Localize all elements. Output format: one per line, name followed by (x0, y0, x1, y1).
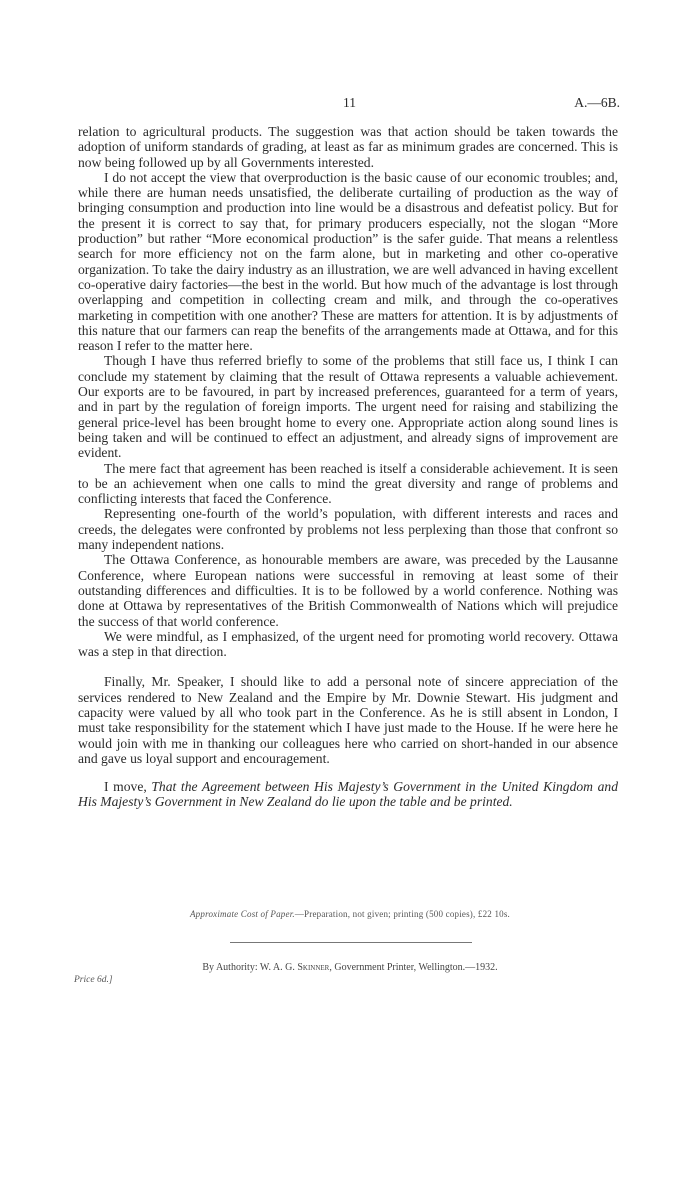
paragraph-achievement: Though I have thus referred briefly to some of the problems that still face us, I think I can conclude my statement by claiming that the result of Ottawa represents a valuable achievement. Our exports are to be favoured, in part by increased preferences, guaranteed for a term of years, and in part by the regulation of foreign imports. The urgent need for raising and stabilizing the general price-level has been brought home to every one. Appropriate action along sound lines is being taken and will be continued to effect an adjustment, and already signs of improvement are evident. (78, 353, 618, 461)
cost-note (0, 909, 700, 919)
paragraph-recovery: We were mindful, as I emphasized, of the urgent need for promoting world recovery. Ottawa was a step in that direction. (78, 628, 618, 660)
paragraph-continued: relation to agricultural products. The suggestion was that action should be taken towards the adoption of uniform standards of grading, at least as far as minimum grades are concerned. This is now being followed up by all Governments interested. (78, 124, 618, 170)
footer-rule (230, 942, 472, 943)
authority-suffix: , Government Printer, Wellington.—1932. (329, 962, 498, 973)
body-text (78, 124, 618, 810)
paragraph-overproduction: I do not accept the view that overproduction is the basic cause of our economic troubles; and, while there are human needs unsatisfied, the deliberate curtailing of production as the way of bringing consumption and production into line would be a disastrous and defeatist policy. But for the present it is correct to say that, for primary producers especially, not the slogan “More production” but rather “More economical production” is the safer guide. That means a relentless search for more efficiency not on the farm alone, but in marketing and other co-operative organization. To take the dairy industry as an illustration, we are well advanced in having excellent co-operative dairy factories—the best in the world. But how much of the advantage is lost through overlapping and competition in collecting cream and milk, and through the co-operatives marketing in competition with one another? These are matters for attention. It is by adjustments of this nature that our farmers can reap the benefits of the arrangements made at Ottawa, and for this reason I refer to the matter here. (78, 169, 618, 354)
cost-text: —Preparation, not given; printing (500 copies), £22 10s. (294, 909, 511, 919)
paragraph-agreement: The mere fact that agreement has been reached is itself a considerable achievement. It is seen to be an achievement when one calls to mind the great diversity and range of problems and conflicting interests that faced the Conference. (78, 460, 618, 507)
authority-line (0, 962, 700, 973)
paragraph-finally: Finally, Mr. Speaker, I should like to add a personal note of sincere appreciation of the services rendered to New Zealand and the Empire by Mr. Downie Stewart. His judgment and capacity were valued by all who took part in the Conference. As he is still absent in London, I must take responsibility for the statement which I have just made to the House. If he were here he would join with me in thanking our colleagues here who carried on short-handed in our absence and gave us loyal support and encouragement. (78, 674, 618, 766)
printer-name: Skinner (297, 962, 330, 973)
paragraph-lausanne: The Ottawa Conference, as honourable members are aware, was preceded by the Lausanne Conference, where European nations were successful in removing at least some of their outstanding differences and difficulties. It is to be followed by a world conference. Nothing was done at Ottawa by representatives of the British Commonwealth of Nations which will prejudice the success of that world conference. (78, 552, 618, 629)
page-header (78, 95, 620, 115)
authority-prefix: By Authority: W. A. G. (202, 962, 298, 973)
document-reference: A.—6B. (574, 95, 620, 110)
motion-lead: I move, (104, 779, 152, 795)
motion-text: That the Agreement between His Majesty’s Government in the United Kingdom and His Majesty’s Government in New Zealand do lie upon the table and be printed. (78, 779, 618, 810)
paragraph-representing: Representing one-fourth of the world’s population, with different interests and races and creeds, the delegates were confronted by problems not less perplexing than those that confront so many independent nations. (78, 506, 618, 553)
page-number: 11 (343, 95, 356, 110)
price-note: Price 6d.] (74, 975, 113, 985)
cost-label: Approximate Cost of Paper. (189, 909, 295, 919)
motion-paragraph (78, 779, 618, 810)
